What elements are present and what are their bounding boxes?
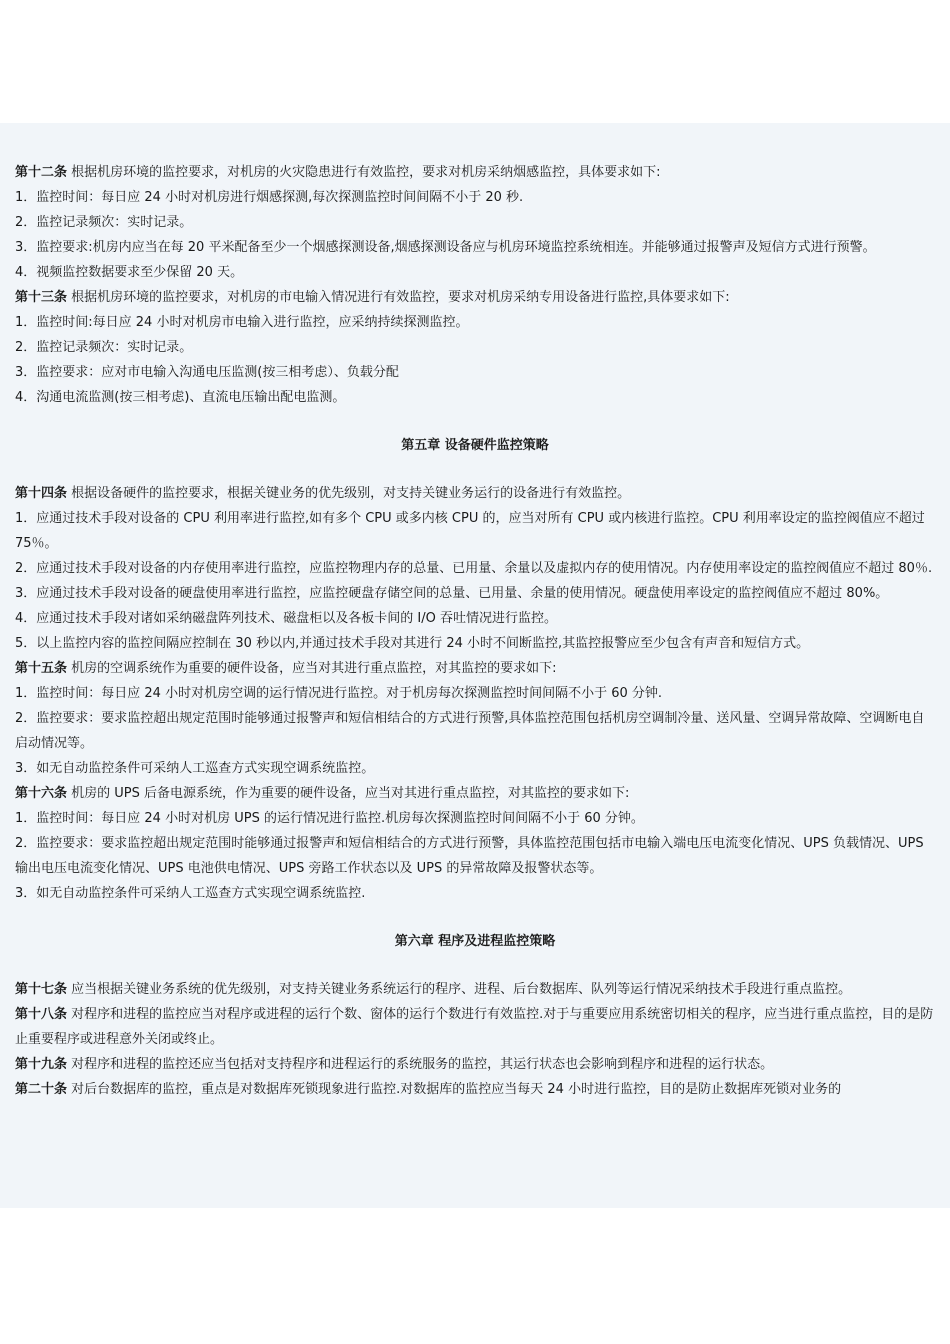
list-item: 3．监控要求：应对市电输入沟通电压监测(按三相考虑）、负载分配 (15, 365, 399, 380)
list-item: 3．如无自动监控条件可采纳人工巡查方式实现空调系统监控。 (15, 761, 375, 776)
article-12 (15, 160, 935, 185)
list-item: 3．监控要求:机房内应当在每 20 平米配备至少一个烟感探测设备,烟感探测设备应与机房环境监控系统相连。并能够通过报警声及短信方式进行预警。 (15, 240, 876, 255)
article-label: 第十二条 (15, 165, 68, 180)
document-body (15, 160, 935, 1102)
list-item: 1．监控时间:每日应 24 小时对机房市电输入进行监控，应采纳持续探测监控。 (15, 315, 469, 330)
article-text: 对程序和进程的监控还应当包括对支持程序和进程运行的系统服务的监控，其运行状态也会影响到程序和进程的运行状态。 (67, 1057, 774, 1072)
article-text: 机房的 UPS 后备电源系统，作为重要的硬件设备，应当对其进行重点监控，对其监控的要求如下: (67, 786, 630, 801)
article-text: 根据机房环境的监控要求，对机房的市电输入情况进行有效监控，要求对机房采纳专用设备进行监控,具体要求如下: (67, 290, 730, 305)
article-15 (15, 656, 935, 681)
list-item: 2．监控记录频次：实时记录。 (15, 215, 193, 230)
list-item: 3．应通过技术手段对设备的硬盘使用率进行监控，应监控硬盘存储空间的总量、已用量、余量的使用情况。硬盘使用率设定的监控阀值应不超过 80%。 (15, 586, 889, 601)
article-text: 对程序和进程的监控应当对程序或进程的运行个数、窗体的运行个数进行有效监控.对于与重要应用系统密切相关的程序，应当进行重点监控，目的是防止重要程序或进程意外关闭或终止。 (15, 1007, 934, 1047)
list-item: 5．以上监控内容的监控间隔应控制在 30 秒以内,并通过技术手段对其进行 24 小时不间断监控,其监控报警应至少包含有声音和短信方式。 (15, 636, 810, 651)
list-item: 1．应通过技术手段对设备的 CPU 利用率进行监控,如有多个 CPU 或多内核 CPU 的，应当对所有 CPU 或内核进行监控。CPU 利用率设定的监控阀值应不超过 75％。 (15, 511, 925, 551)
article-label: 第十五条 (15, 661, 68, 676)
list-item: 4．视频监控数据要求至少保留 20 天。 (15, 265, 244, 280)
article-label: 第二十条 (15, 1082, 68, 1097)
list-item: 2．应通过技术手段对设备的内存使用率进行监控，应监控物理内存的总量、已用量、余量以及虚拟内存的使用情况。内存使用率设定的监控阀值应不超过 80％. (15, 561, 933, 576)
article-text: 根据机房环境的监控要求，对机房的火灾隐患进行有效监控，要求对机房采纳烟感监控，具体要求如下: (67, 165, 661, 180)
article-14 (15, 481, 935, 506)
list-item: 1．监控时间：每日应 24 小时对机房进行烟感探测,每次探测监控时间间隔不小于 20 秒. (15, 190, 524, 205)
list-item: 2．监控要求：要求监控超出规定范围时能够通过报警声和短信相结合的方式进行预警,具体监控范围包括机房空调制冷量、送风量、空调异常故障、空调断电自启动情况等。 (15, 711, 925, 751)
article-label: 第十九条 (15, 1057, 68, 1072)
article-text: 根据设备硬件的监控要求，根据关键业务的优先级别，对支持关键业务运行的设备进行有效监控。 (67, 486, 631, 501)
article-label: 第十六条 (15, 786, 68, 801)
article-text: 对后台数据库的监控，重点是对数据库死锁现象进行监控.对数据库的监控应当每天 24 小时进行监控，目的是防止数据库死锁对业务的 (67, 1082, 842, 1097)
list-item: 1．监控时间：每日应 24 小时对机房 UPS 的运行情况进行监控.机房每次探测监控时间间隔不小于 60 分钟。 (15, 811, 644, 826)
article-label: 第十七条 (15, 982, 68, 997)
list-item: 4．应通过技术手段对诸如采纳磁盘阵列技术、磁盘柜以及各板卡间的 I/O 吞吐情况进行监控。 (15, 611, 557, 626)
article-label: 第十三条 (15, 290, 68, 305)
article-text: 机房的空调系统作为重要的硬件设备，应当对其进行重点监控，对其监控的要求如下: (67, 661, 557, 676)
article-17 (15, 977, 935, 1002)
article-label: 第十八条 (15, 1007, 68, 1022)
article-label: 第十四条 (15, 486, 68, 501)
article-18 (15, 1002, 935, 1052)
list-item: 3．如无自动监控条件可采纳人工巡查方式实现空调系统监控. (15, 886, 366, 901)
article-16 (15, 781, 935, 806)
chapter-5-heading: 第五章 设备硬件监控策略 (401, 438, 549, 453)
article-13 (15, 285, 935, 310)
article-20 (15, 1077, 935, 1102)
article-19 (15, 1052, 935, 1077)
list-item: 2．监控要求：要求监控超出规定范围时能够通过报警声和短信相结合的方式进行预警，具体监控范围包括市电输入端电压电流变化情况、UPS 负载情况、UPS 输出电压电流变化情况、UPS 电池供电情况、UPS 旁路工作状态以及 UPS 的异常故障及报警状态等。 (15, 836, 924, 876)
article-text: 应当根据关键业务系统的优先级别，对支持关键业务系统运行的程序、进程、后台数据库、队列等运行情况采纳技术手段进行重点监控。 (67, 982, 852, 997)
chapter-6-heading: 第六章 程序及进程监控策略 (394, 934, 556, 949)
list-item: 1．监控时间：每日应 24 小时对机房空调的运行情况进行监控。对于机房每次探测监控时间间隔不小于 60 分钟. (15, 686, 663, 701)
list-item: 2．监控记录频次：实时记录。 (15, 340, 193, 355)
list-item: 4．沟通电流监测(按三相考虑)、直流电压输出配电监测。 (15, 390, 346, 405)
